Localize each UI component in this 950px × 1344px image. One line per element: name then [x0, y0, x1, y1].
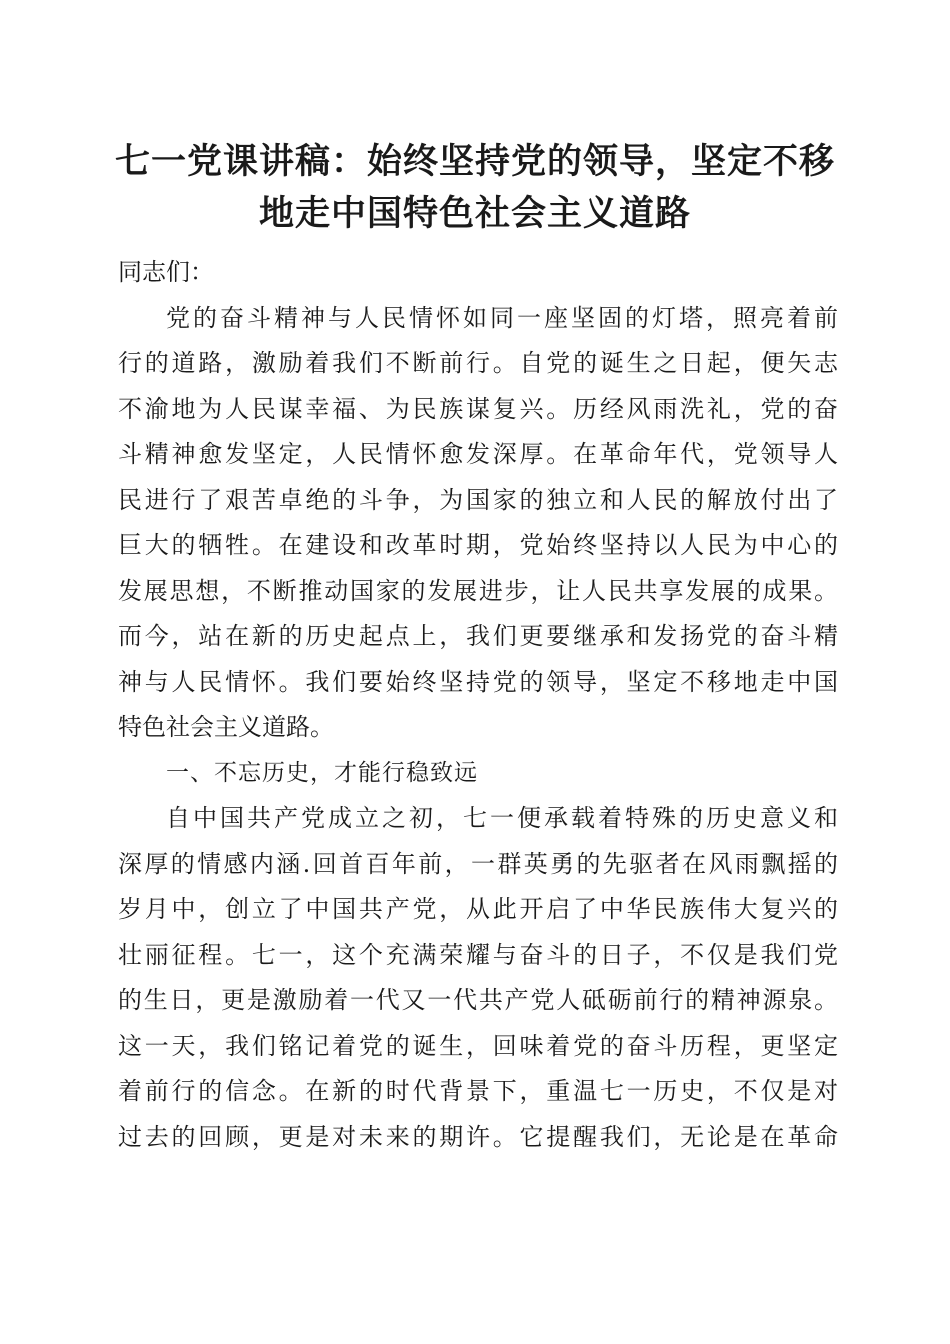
paragraph-line: 着前行的信念。在新的时代背景下，重温七一历史，不仅是对: [118, 1077, 838, 1105]
title-line-1: 七一党课讲稿：始终坚持党的领导，坚定不移: [114, 141, 835, 182]
paragraph-2: [118, 796, 838, 1160]
paragraph-line: 岁月中，创立了中国共产党，从此开启了中华民族伟大复兴的: [118, 895, 838, 923]
paragraph-line: 深厚的情感内涵.回首百年前，一群英勇的先驱者在风雨飘摇的: [118, 849, 838, 878]
paragraph-line: 壮丽征程。七一，这个充满荣耀与奋斗的日子，不仅是我们党: [118, 940, 838, 969]
paragraph-line: 神与人民情怀。我们要始终坚持党的领导，坚定不移地走中国: [118, 667, 838, 696]
section-heading-1: 一、不忘历史，才能行稳致远: [166, 759, 478, 786]
document-title: [100, 136, 850, 240]
paragraph-line: 的生日，更是激励着一代又一代共产党人砥砺前行的精神源泉。: [118, 986, 838, 1014]
paragraph-line: 巨大的牺牲。在建设和改革时期，党始终坚持以人民为中心的: [118, 531, 838, 559]
paragraph-1: [118, 296, 838, 751]
paragraph-line: 不渝地为人民谋幸福、为民族谋复兴。历经风雨洗礼，党的奋: [118, 394, 838, 423]
paragraph-line: 民进行了艰苦卓绝的斗争，为国家的独立和人民的解放付出了: [118, 485, 838, 514]
title-line-2: 地走中国特色社会主义道路: [258, 193, 691, 234]
paragraph-line: 发展思想，不断推动国家的发展进步，让人民共享发展的成果。: [118, 576, 838, 605]
salutation: 同志们：: [118, 258, 214, 286]
paragraph-line: 特色社会主义道路。: [118, 713, 334, 741]
paragraph-line: 行的道路，激励着我们不断前行。自党的诞生之日起，便矢志: [118, 349, 838, 377]
paragraph-line: 而今，站在新的历史起点上，我们更要继承和发扬党的奋斗精: [118, 622, 838, 650]
paragraph-line: 党的奋斗精神与人民情怀如同一座坚固的灯塔，照亮着前: [166, 303, 838, 332]
paragraph-line: 过去的回顾，更是对未来的期许。它提醒我们，无论是在革命: [118, 1122, 838, 1151]
document-body: [118, 250, 838, 1160]
paragraph-line: 这一天，我们铭记着党的诞生，回味着党的奋斗历程，更坚定: [118, 1031, 838, 1060]
paragraph-line: 自中国共产党成立之初，七一便承载着特殊的历史意义和: [166, 804, 838, 832]
paragraph-line: 斗精神愈发坚定，人民情怀愈发深厚。在革命年代，党领导人: [118, 440, 838, 468]
